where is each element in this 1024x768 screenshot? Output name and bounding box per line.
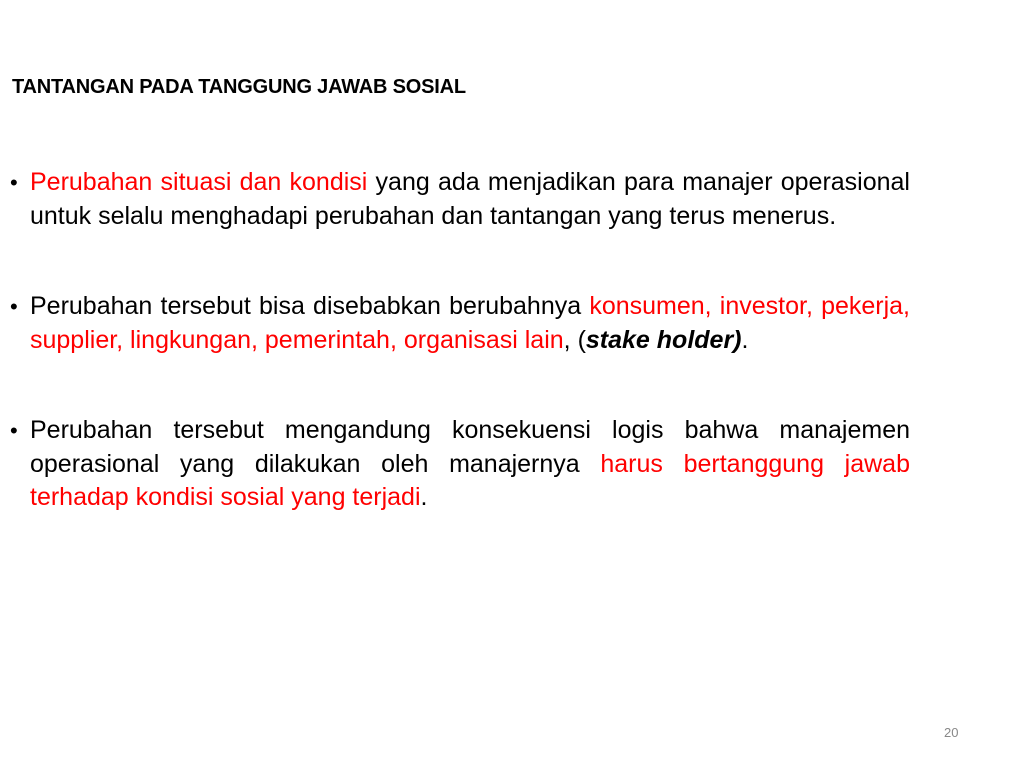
highlighted-text: harus bertanggung jawab terhadap kondisi sosial yang terjadi [30,449,910,511]
bullet-text [30,414,910,515]
bullet-symbol: • [10,294,18,319]
bullet-symbol: • [10,418,18,443]
highlighted-text: konsumen, investor, pekerja, supplier, lingkungan, pemerintah, organisasi lain [30,292,911,354]
bullet-text [30,290,910,357]
bullet-list [10,166,910,515]
body-text: Perubahan tersebut mengandung konsekuensi logis bahwa manajemen operasional yang dilakukan oleh manajernya [30,416,910,478]
bullet-item-1 [10,166,910,233]
body-text: . [420,483,428,511]
highlighted-text: Perubahan situasi dan kondisi [30,168,368,196]
bullet-item-3 [10,414,910,515]
body-text: . [741,325,749,354]
page-number: 20 [944,725,959,740]
bullet-item-2 [10,290,910,357]
slide-title: TANTANGAN PADA TANGGUNG JAWAB SOSIAL [12,76,466,98]
body-text: , ( [563,325,586,354]
bullet-symbol: • [10,170,18,195]
body-text: Perubahan tersebut bisa disebabkan berubahnya [30,292,590,320]
bullet-text [30,166,910,233]
body-text: yang ada menjadikan para manajer operasional untuk selalu menghadapi perubahan dan tantangan yang terus menerus. [30,168,910,230]
emphasized-text: stake holder) [585,325,742,354]
